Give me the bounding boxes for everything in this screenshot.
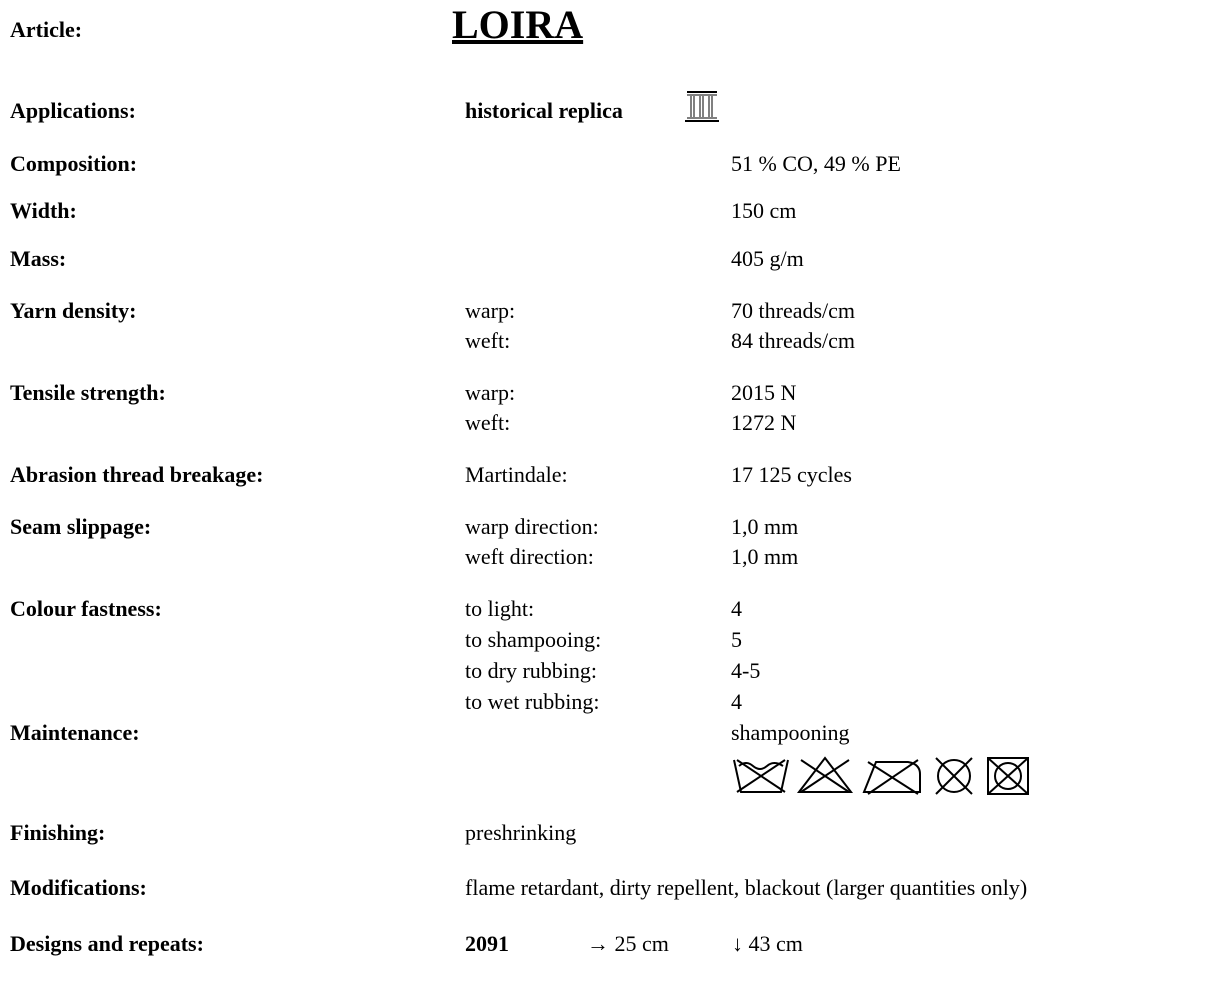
seam-slippage-weft-value: 1,0 mm: [731, 544, 799, 569]
do-not-dry-clean-icon: [928, 752, 980, 802]
abrasion-method: Martindale:: [465, 462, 568, 487]
repeat-vertical: ↓ 43 cm: [732, 931, 803, 956]
colour-fastness-light-value: 4: [731, 596, 742, 621]
seam-slippage-warp-label: warp direction:: [465, 514, 599, 539]
yarn-density-label: Yarn density:: [10, 298, 137, 323]
repeat-horizontal: → 25 cm: [587, 931, 669, 956]
design-code: 2091: [465, 931, 509, 956]
width-label: Width:: [10, 198, 77, 223]
colour-fastness-light-label: to light:: [465, 596, 535, 621]
maintenance-value: shampooning: [731, 720, 850, 745]
yarn-density-warp-label: warp:: [465, 298, 516, 323]
seam-slippage-weft-label: weft direction:: [465, 544, 594, 569]
colour-fastness-shampooing-value: 5: [731, 627, 742, 652]
modifications-value: flame retardant, dirty repellent, blackout (larger quantities only): [465, 875, 1028, 900]
mass-label: Mass:: [10, 246, 67, 271]
tensile-strength-weft-value: 1272 N: [731, 410, 797, 435]
colour-fastness-wet-rubbing-label: to wet rubbing:: [465, 689, 600, 714]
article-label: Article:: [10, 17, 83, 42]
do-not-wash-icon: [731, 752, 791, 802]
applications-value: historical replica: [465, 98, 623, 123]
colour-fastness-label: Colour fastness:: [10, 596, 162, 621]
tensile-strength-label: Tensile strength:: [10, 380, 166, 405]
tensile-strength-weft-label: weft:: [465, 410, 511, 435]
yarn-density-warp-value: 70 threads/cm: [731, 298, 856, 323]
article-name: LOIRA: [452, 2, 584, 47]
do-not-tumble-dry-icon: [982, 752, 1034, 802]
colour-fastness-dry-rubbing-label: to dry rubbing:: [465, 658, 597, 683]
maintenance-label: Maintenance:: [10, 720, 140, 745]
composition-label: Composition:: [10, 151, 138, 176]
mass-value: 405 g/m: [731, 246, 804, 271]
yarn-density-weft-value: 84 threads/cm: [731, 328, 856, 353]
composition-value: 51 % CO, 49 % PE: [731, 151, 901, 176]
yarn-density-weft-label: weft:: [465, 328, 511, 353]
seam-slippage-label: Seam slippage:: [10, 514, 152, 539]
tensile-strength-warp-value: 2015 N: [731, 380, 797, 405]
modifications-label: Modifications:: [10, 875, 147, 900]
abrasion-label: Abrasion thread breakage:: [10, 462, 264, 487]
colour-fastness-shampooing-label: to shampooing:: [465, 627, 602, 652]
designs-label: Designs and repeats:: [10, 931, 204, 956]
colour-fastness-wet-rubbing-value: 4: [731, 689, 742, 714]
finishing-label: Finishing:: [10, 820, 106, 845]
tensile-strength-warp-label: warp:: [465, 380, 516, 405]
colour-fastness-dry-rubbing-value: 4-5: [731, 658, 761, 683]
do-not-bleach-icon: [795, 752, 855, 802]
do-not-iron-icon: [860, 752, 924, 802]
seam-slippage-warp-value: 1,0 mm: [731, 514, 799, 539]
finishing-value: preshrinking: [465, 820, 577, 845]
abrasion-value: 17 125 cycles: [731, 462, 852, 487]
applications-label: Applications:: [10, 98, 136, 123]
width-value: 150 cm: [731, 198, 797, 223]
museum-icon: [684, 88, 720, 124]
